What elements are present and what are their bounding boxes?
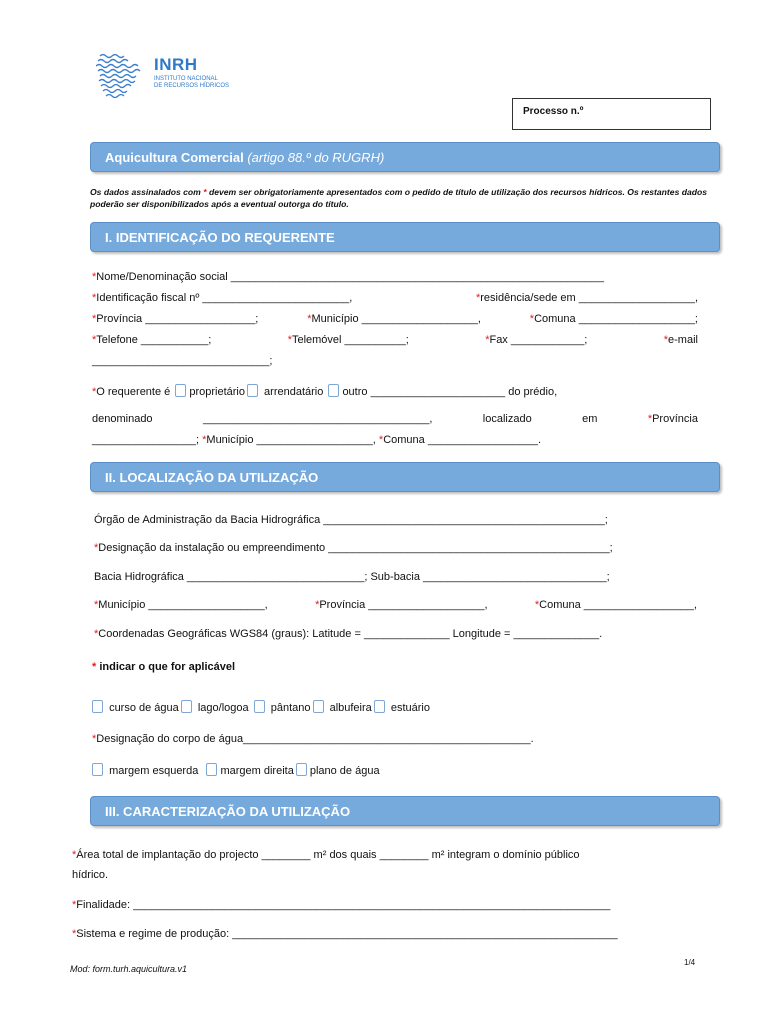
- water-body-name-field[interactable]: [92, 733, 534, 745]
- section-2-band: [90, 462, 720, 492]
- form-title: Aquicultura Comercial: [105, 150, 244, 165]
- property-in-label: em: [582, 413, 598, 425]
- required-star: *: [92, 661, 97, 673]
- required-star: *: [287, 334, 292, 346]
- inrh-logo-mark: [96, 50, 146, 98]
- other-label[interactable]: outro ______________________ do prédio,: [342, 386, 558, 398]
- required-star: *: [92, 271, 97, 283]
- email-field-text: e-mail: [668, 334, 698, 346]
- swamp-label: pântano: [270, 702, 311, 714]
- municipality-field[interactable]: [307, 313, 481, 325]
- property-municipality-field[interactable]: Município ___________________,: [206, 434, 376, 446]
- phone-field[interactable]: [92, 334, 211, 346]
- intro-part1: Os dados assinalados com: [90, 187, 204, 197]
- loc-province-text: Província ___________________,: [319, 599, 488, 611]
- name-field[interactable]: [92, 271, 604, 283]
- purpose-text: Finalidade: ______________________________________________________________________________: [76, 899, 611, 911]
- municipality-field-text: Município ___________________,: [311, 313, 481, 325]
- mobile-field[interactable]: [288, 334, 409, 346]
- nif-row: [92, 292, 698, 304]
- purpose-field[interactable]: [72, 899, 610, 911]
- indicate-note-text: indicar o que for aplicável: [99, 661, 236, 673]
- required-star: *: [307, 313, 312, 325]
- required-star: *: [92, 292, 97, 304]
- coordinates-field[interactable]: [94, 628, 602, 640]
- margin-row: [90, 763, 380, 777]
- property-commune-field[interactable]: Comuna __________________.: [383, 434, 541, 446]
- property-province-text: Província: [652, 413, 698, 425]
- residence-field[interactable]: [476, 292, 698, 304]
- commune-field-text: Comuna ___________________;: [534, 313, 698, 325]
- logo-subtitle: [154, 76, 229, 90]
- lake-label: lago/logoa: [197, 702, 249, 714]
- required-star: *: [203, 187, 207, 197]
- intro-note: [90, 186, 718, 210]
- property-province-label: [648, 413, 698, 425]
- basin-field[interactable]: Bacia Hidrográfica _____________________________; Sub-bacia ______________________________;: [94, 571, 610, 583]
- required-star: *: [202, 434, 207, 446]
- coordinates-text: Coordenadas Geográficas WGS84 (graus): Latitude = ______________ Longitude = ______________.: [98, 628, 603, 640]
- total-area-text-cont: hídrico.: [72, 869, 109, 881]
- process-number-box[interactable]: [512, 98, 711, 130]
- form-code: Mod: form.turh.aquicultura.v1: [70, 964, 188, 974]
- required-star: *: [529, 313, 535, 325]
- water-plane-checkbox[interactable]: [296, 763, 307, 776]
- province-field-text: Província __________________;: [96, 313, 259, 325]
- basin-authority-field[interactable]: Órgão de Administração da Bacia Hidrográfica ______________________________________________;: [94, 514, 608, 526]
- required-star: *: [92, 733, 97, 745]
- right-bank-checkbox[interactable]: [206, 763, 217, 776]
- address-row: [92, 313, 698, 325]
- owner-label: proprietário: [189, 386, 245, 398]
- total-area-text: Área total de implantação do projecto ________ m² dos quais ________ m² integram o domínio público: [76, 849, 580, 861]
- requester-type-row: [92, 384, 557, 398]
- water-body-name-text: Designação do corpo de água_______________________________________________.: [96, 733, 534, 745]
- required-star: *: [315, 599, 320, 611]
- installation-name-field[interactable]: [94, 542, 613, 554]
- required-star: *: [663, 334, 669, 346]
- fax-field[interactable]: [485, 334, 587, 346]
- reservoir-checkbox[interactable]: [313, 700, 324, 713]
- required-star: *: [94, 628, 99, 640]
- required-star: *: [475, 292, 481, 304]
- required-star: *: [94, 542, 99, 554]
- required-star: *: [72, 849, 77, 861]
- required-star: *: [485, 334, 490, 346]
- water-type-row: [90, 700, 430, 714]
- intro-part2: devem ser obrigatoriamente apresentados com o pedido de título de utilização dos recursos hídricos. Os restantes dados poderão ser disponibilizados após a eventual outorga do título.: [90, 187, 708, 209]
- property-name-row: [92, 413, 698, 425]
- total-area-field[interactable]: [72, 849, 580, 861]
- form-title-reference: (artigo 88.º do RUGRH): [247, 150, 385, 165]
- property-denominated-label: denominado: [92, 413, 153, 425]
- other-checkbox[interactable]: [328, 384, 339, 397]
- production-system-text: Sistema e regime de produção: _______________________________________________________________: [76, 928, 618, 940]
- form-title-band: [90, 142, 720, 172]
- swamp-checkbox[interactable]: [254, 700, 265, 713]
- nif-field-text: Identificação fiscal nº ________________________,: [96, 292, 353, 304]
- loc-commune-text: Comuna __________________,: [539, 599, 697, 611]
- installation-name-text: Designação da instalação ou empreendimento ______________________________________________;: [98, 542, 613, 554]
- required-star: *: [92, 386, 97, 398]
- section-1-title: I. IDENTIFICAÇÃO DO REQUERENTE: [105, 230, 335, 245]
- required-star: *: [72, 928, 77, 940]
- required-star: *: [94, 599, 99, 611]
- loc-commune-field[interactable]: [535, 599, 697, 611]
- loc-province-field[interactable]: [315, 599, 487, 611]
- estuary-label: estuário: [390, 702, 430, 714]
- required-star: *: [92, 334, 97, 346]
- left-bank-checkbox[interactable]: [92, 763, 103, 776]
- name-field-text: Nome/Denominação social _____________________________________________________________: [96, 271, 604, 283]
- section-3-title: III. CARACTERIZAÇÃO DA UTILIZAÇÃO: [105, 804, 351, 819]
- logo-subtitle-line2: DE RECURSOS HÍDRICOS: [154, 83, 230, 89]
- production-system-field[interactable]: [72, 928, 618, 940]
- commune-field[interactable]: [530, 313, 698, 325]
- loc-municipality-text: Município ___________________,: [98, 599, 268, 611]
- required-star: *: [534, 599, 540, 611]
- required-star: *: [378, 434, 384, 446]
- property-province-field[interactable]: _________________;: [92, 434, 200, 446]
- phone-field-text: Telefone ___________;: [96, 334, 212, 346]
- indicate-note: [92, 661, 235, 673]
- river-label: curso de água: [109, 702, 179, 714]
- lake-checkbox[interactable]: [181, 700, 192, 713]
- section-3-band: [90, 796, 720, 826]
- reservoir-label: albufeira: [329, 702, 372, 714]
- nif-field[interactable]: [92, 292, 352, 304]
- province-field[interactable]: [92, 313, 258, 325]
- email-line[interactable]: _____________________________;: [92, 355, 273, 367]
- required-star: *: [92, 313, 97, 325]
- residence-field-text: residência/sede em ___________________,: [480, 292, 698, 304]
- mobile-field-text: Telemóvel __________;: [291, 334, 409, 346]
- contact-row: [92, 334, 698, 346]
- requester-type-label: O requerente é: [96, 386, 174, 398]
- email-field[interactable]: [664, 334, 698, 346]
- tenant-label: arrendatário: [264, 386, 324, 398]
- logo-subtitle-line1: INSTITUTO NACIONAL: [154, 76, 218, 82]
- tenant-checkbox[interactable]: [247, 384, 258, 397]
- property-located-label: localizado: [482, 413, 532, 425]
- property-location-row: [92, 434, 541, 446]
- logo-title: INRH: [154, 55, 198, 74]
- section-2-title: II. LOCALIZAÇÃO DA UTILIZAÇÃO: [105, 470, 319, 485]
- left-bank-label: margem esquerda: [109, 765, 199, 777]
- required-star: *: [647, 413, 653, 425]
- estuary-checkbox[interactable]: [374, 700, 385, 713]
- section-1-band: [90, 222, 720, 252]
- page-number: 1/4: [684, 958, 696, 967]
- required-star: *: [72, 899, 77, 911]
- property-name-field[interactable]: _____________________________________,: [202, 413, 433, 425]
- loc-municipality-field[interactable]: [94, 599, 268, 611]
- owner-checkbox[interactable]: [175, 384, 186, 397]
- fax-field-text: Fax ____________;: [489, 334, 588, 346]
- right-bank-label: margem direita: [220, 765, 294, 777]
- process-number-label: Processo n.º: [523, 106, 584, 117]
- location-admin-row: [94, 599, 697, 611]
- river-checkbox[interactable]: [92, 700, 103, 713]
- water-plane-label: plano de água: [309, 765, 380, 777]
